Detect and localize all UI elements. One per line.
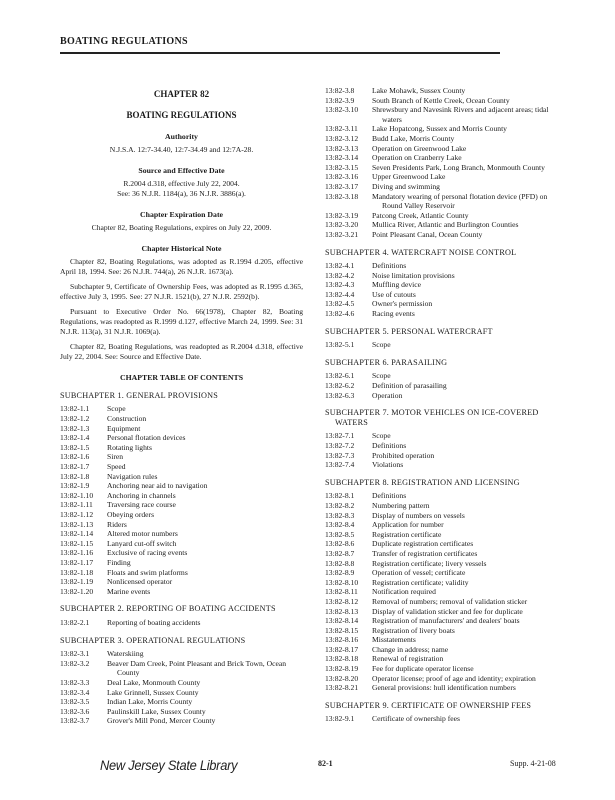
section-number: 13:82-8.18 [325, 654, 359, 664]
section-number: 13:82-1.1 [60, 404, 90, 414]
toc-entry [60, 649, 303, 659]
section-title: Racing events [372, 309, 415, 319]
toc-entry [325, 211, 565, 221]
toc-entry [325, 645, 565, 655]
section-number: 13:82-1.6 [60, 452, 90, 462]
subchapter-4-heading: SUBCHAPTER 4. WATERCRAFT NOISE CONTROL [325, 247, 517, 257]
toc-entry [325, 597, 565, 607]
section-title: Altered motor numbers [107, 529, 178, 539]
toc-entry [60, 577, 303, 587]
header-rule [60, 52, 500, 54]
section-number: 13:82-1.5 [60, 442, 90, 452]
section-title: Registration of manufacturers' and dealers' boats [372, 616, 520, 626]
section-title: Anchoring in channels [107, 490, 176, 500]
toc-entry [325, 568, 565, 578]
toc-entry [325, 153, 565, 163]
toc-entry [60, 587, 303, 597]
section-title: Grover's Mill Pond, Mercer County [107, 716, 216, 726]
toc-entry [60, 481, 303, 491]
section-title: General provisions: hull identification numbers [372, 683, 516, 693]
toc-entry [325, 96, 565, 106]
section-title: Lanyard cut-off switch [107, 538, 177, 548]
toc-entry [325, 451, 565, 461]
section-title: Paulinskill Lake, Sussex County [107, 706, 206, 716]
toc-entry [325, 635, 565, 645]
section-number: 13:82-1.20 [60, 586, 94, 596]
section-number: 13:82-3.3 [60, 677, 90, 687]
section-number: 13:82-8.20 [325, 673, 359, 683]
section-title: Traversing race course [107, 500, 176, 510]
section-title: Shrewsbury and Navesink Rivers and adjacent areas; tidal waters [372, 105, 549, 124]
toc-entry [325, 683, 565, 693]
authority-heading: Authority [165, 132, 198, 142]
toc-entry [60, 472, 303, 482]
toc-entry [325, 371, 565, 381]
section-title: Registration of livery boats [372, 625, 455, 635]
toc-entry [325, 86, 565, 96]
history-paragraph-3: Pursuant to Executive Order No. 66(1978), Chapter 82, Boating Regulations, was readopted as R.1999 d.127, effective March 24, 1999. See: 31 N.J.R. 113(a), 31 N.J.R. 1069(a). [60, 307, 303, 336]
subchapter-3-heading: SUBCHAPTER 3. OPERATIONAL REGULATIONS [60, 635, 246, 645]
toc-entry [60, 618, 303, 628]
section-title: Floats and swim platforms [107, 567, 188, 577]
section-title: Reporting of boating accidents [107, 617, 201, 627]
section-title: Definitions [372, 441, 407, 450]
section-number: 13:82-8.7 [325, 548, 355, 558]
section-title: Marine events [107, 586, 151, 596]
toc-entry [325, 539, 565, 549]
section-title: Waterskiing [107, 649, 144, 659]
section-number: 13:82-3.14 [325, 153, 359, 163]
section-title: Notification required [372, 587, 436, 597]
section-title: Display of validation sticker and fee for duplicate [372, 606, 523, 616]
toc-entry [325, 441, 565, 451]
expiration-text: Chapter 82, Boating Regulations, expires on July 22, 2009. [91, 222, 272, 232]
section-title: Operation on Cranberry Lake [372, 153, 462, 163]
toc-entry [325, 431, 565, 441]
toc-entry [60, 707, 303, 717]
right-column [325, 86, 565, 724]
section-number: 13:82-1.15 [60, 538, 94, 548]
toc-entry [325, 559, 565, 569]
section-number: 13:82-1.13 [60, 519, 94, 529]
section-title: Diving and swimming [372, 181, 440, 191]
section-number: 13:82-8.8 [325, 558, 355, 568]
subchapter-6-list [325, 371, 565, 400]
section-number: 13:82-8.10 [325, 577, 359, 587]
section-number: 13:82-3.20 [325, 220, 359, 230]
toc-entry [325, 607, 565, 617]
section-number: 13:82-3.17 [325, 181, 359, 191]
section-number: 13:82-1.9 [60, 481, 90, 491]
section-title: Numbering pattern [372, 500, 430, 510]
section-number: 13:82-8.5 [325, 529, 355, 539]
section-number: 13:82-1.18 [60, 567, 94, 577]
section-number: 13:82-6.3 [325, 390, 355, 400]
authority-text: N.J.S.A. 12:7-34.40, 12:7-34.49 and 12:7A-28. [109, 144, 254, 154]
section-number: 13:82-6.2 [325, 381, 355, 391]
toc-entry [325, 491, 565, 501]
section-title: Lake Grinnell, Sussex County [107, 687, 199, 697]
toc-entry [60, 424, 303, 434]
section-number: 13:82-7.1 [325, 431, 355, 441]
toc-entry [60, 500, 303, 510]
section-number: 13:82-1.10 [60, 490, 94, 500]
section-number: 13:82-7.2 [325, 441, 355, 450]
section-title: Use of cutouts [372, 289, 416, 299]
toc-entry [325, 144, 565, 154]
subchapter-7-heading: SUBCHAPTER 7. MOTOR VEHICLES ON ICE-COVERED WATERS [325, 408, 539, 427]
toc-entry [325, 172, 565, 182]
section-number: 13:82-4.5 [325, 299, 355, 309]
chapter-title: BOATING REGULATIONS [126, 109, 237, 120]
section-number: 13:82-3.7 [60, 716, 90, 726]
toc-entry [325, 674, 565, 684]
toc-entry [60, 688, 303, 698]
section-title: Transfer of registration certificates [372, 548, 478, 558]
toc-entry [60, 462, 303, 472]
source-heading: Source and Effective Date [138, 166, 225, 176]
section-title: Scope [372, 371, 391, 381]
history-paragraph-1: Chapter 82, Boating Regulations, was adopted as R.1994 d.205, effective April 18, 1994. See: 26 N.J.R. 744(a), 26 N.J.R. 1673(a). [60, 256, 303, 276]
toc-entry [325, 664, 565, 674]
toc-entry [325, 520, 565, 530]
section-number: 13:82-2.1 [60, 617, 90, 627]
subchapter-8-heading: SUBCHAPTER 8. REGISTRATION AND LICENSING [325, 477, 520, 487]
section-number: 13:82-1.12 [60, 510, 94, 519]
toc-entry [325, 261, 565, 271]
section-title: Definition of parasailing [372, 381, 447, 391]
section-number: 13:82-8.1 [325, 491, 355, 501]
section-number: 13:82-4.1 [325, 261, 355, 271]
subchapter-2-list [60, 618, 303, 628]
toc-entry [325, 309, 565, 319]
toc-entry [60, 678, 303, 688]
toc-entry [325, 220, 565, 230]
section-title: Muffling device [372, 280, 421, 290]
subchapter-9-list [325, 714, 565, 724]
toc-entry [325, 616, 565, 626]
section-title: Registration certificate [372, 529, 442, 539]
section-title: Noise limitation provisions [372, 270, 455, 280]
section-title: Application for number [372, 520, 444, 530]
toc-entry [60, 520, 303, 530]
toc-entry [60, 433, 303, 443]
toc-entry [325, 105, 565, 124]
section-title: Scope [107, 404, 126, 414]
toc-entry [60, 568, 303, 578]
section-title: Rotating lights [107, 442, 152, 452]
toc-entry [325, 626, 565, 636]
section-title: Operation [372, 390, 403, 400]
running-head: BOATING REGULATIONS [60, 36, 188, 47]
toc-entry [325, 290, 565, 300]
toc-entry [325, 230, 565, 240]
page-number: 82-1 [318, 759, 333, 768]
section-title: Construction [107, 414, 147, 424]
section-number: 13:82-7.3 [325, 450, 355, 460]
toc-entry [325, 340, 565, 350]
section-title: Patcong Creek, Atlantic County [372, 210, 469, 220]
section-title: Nonlicensed operator [107, 577, 173, 587]
section-number: 13:82-1.19 [60, 577, 94, 587]
section-title: Obeying orders [107, 510, 155, 519]
section-number: 13:82-7.4 [325, 460, 355, 470]
toc-entry [325, 391, 565, 401]
section-title: Prohibited operation [372, 450, 435, 460]
subchapter-1-heading: SUBCHAPTER 1. GENERAL PROVISIONS [60, 390, 219, 400]
section-number: 13:82-3.1 [60, 649, 90, 659]
section-number: 13:82-4.6 [325, 309, 355, 319]
section-title: Definitions [372, 491, 407, 501]
section-title: Operation of vessel; certificate [372, 568, 466, 578]
section-number: 13:82-8.15 [325, 625, 359, 635]
section-number: 13:82-3.8 [325, 86, 355, 95]
section-title: Finding [107, 557, 131, 567]
section-title: Lake Hopatcong, Sussex and Morris County [372, 124, 507, 134]
toc-entry [325, 280, 565, 290]
section-number: 13:82-1.3 [60, 423, 90, 433]
section-title: Definitions [372, 261, 407, 271]
section-title: Personal flotation devices [107, 433, 186, 443]
section-number: 13:82-1.2 [60, 414, 90, 424]
toc-entry [60, 697, 303, 707]
section-title: Registration certificate; validity [372, 577, 469, 587]
section-title: Certificate of ownership fees [372, 714, 460, 724]
toc-entry [60, 491, 303, 501]
subchapter-3-continued-list [325, 86, 565, 240]
section-number: 13:82-3.15 [325, 162, 359, 172]
toc-entry [325, 654, 565, 664]
section-number: 13:82-5.1 [325, 340, 355, 350]
section-title: Riders [107, 519, 127, 529]
section-title: Speed [107, 462, 126, 472]
section-title: Anchoring near aid to navigation [107, 481, 208, 491]
toc-entry [60, 558, 303, 568]
section-number: 13:82-8.19 [325, 664, 359, 674]
section-number: 13:82-3.18 [325, 191, 359, 201]
section-title: Siren [107, 452, 124, 462]
section-number: 13:82-3.13 [325, 143, 359, 153]
toc-entry [325, 530, 565, 540]
section-number: 13:82-4.3 [325, 280, 355, 290]
section-number: 13:82-8.16 [325, 635, 359, 645]
section-title: Lake Mohawk, Sussex County [372, 86, 466, 95]
toc-entry [60, 443, 303, 453]
section-title: Registration certificate; livery vessels [372, 558, 487, 568]
toc-entry [325, 163, 565, 173]
toc-entry [60, 510, 303, 520]
section-title: Point Pleasant Canal, Ocean County [372, 229, 483, 239]
section-number: 13:82-6.1 [325, 371, 355, 381]
section-number: 13:82-1.4 [60, 433, 90, 443]
section-title: South Branch of Kettle Creek, Ocean County [372, 95, 510, 105]
section-number: 13:82-3.2 [60, 658, 90, 668]
section-number: 13:82-8.12 [325, 596, 359, 606]
section-number: 13:82-4.4 [325, 289, 355, 299]
section-title: Change in address; name [372, 644, 449, 654]
toc-entry [60, 659, 303, 678]
section-number: 13:82-3.10 [325, 105, 359, 115]
history-paragraph-2: Subchapter 9, Certificate of Ownership Fees, was adopted as R.1995 d.365, effective July 3, 1995. See: 27 N.J.R. 1521(b), 27 N.J.R. 2592(b). [60, 282, 303, 301]
section-number: 13:82-1.11 [60, 500, 93, 510]
section-number: 13:82-3.5 [60, 697, 90, 707]
section-title: Violations [372, 460, 404, 470]
section-number: 13:82-8.2 [325, 500, 355, 510]
subchapter-1-list [60, 404, 303, 596]
section-number: 13:82-4.2 [325, 270, 355, 280]
left-column [60, 86, 303, 726]
section-title: Owner's permission [372, 299, 433, 309]
section-number: 13:82-1.14 [60, 529, 94, 539]
history-heading: Chapter Historical Note [141, 244, 222, 254]
subchapter-9-heading: SUBCHAPTER 9. CERTIFICATE OF OWNERSHIP FEES [325, 700, 532, 710]
subchapter-2-heading: SUBCHAPTER 2. REPORTING OF BOATING ACCIDENTS [60, 604, 276, 614]
section-number: 13:82-3.21 [325, 229, 359, 239]
section-title: Budd Lake, Morris County [372, 133, 455, 143]
section-title: Renewal of registration [372, 654, 444, 664]
toc-entry [325, 381, 565, 391]
toc-entry [60, 529, 303, 539]
section-number: 13:82-1.8 [60, 471, 90, 481]
section-title: Operation on Greenwood Lake [372, 143, 467, 153]
section-number: 13:82-8.14 [325, 616, 359, 626]
section-title: Mandatory wearing of personal flotation device (PFD) on Round Valley Reservoir [372, 191, 548, 211]
section-number: 13:82-3.16 [325, 172, 359, 182]
toc-entry [325, 192, 565, 211]
section-number: 13:82-8.11 [325, 587, 358, 597]
subchapter-4-list [325, 261, 565, 319]
section-number: 13:82-1.17 [60, 557, 94, 567]
section-title: Beaver Dam Creek, Point Pleasant and Brick Town, Ocean County [107, 658, 286, 678]
section-title: Misstatements [372, 635, 416, 645]
toc-entry [325, 271, 565, 281]
section-number: 13:82-3.9 [325, 95, 355, 105]
chapter-number: CHAPTER 82 [153, 89, 210, 99]
section-number: 13:82-8.17 [325, 644, 359, 654]
subchapter-5-heading: SUBCHAPTER 5. PERSONAL WATERCRAFT [325, 326, 493, 336]
expiration-heading: Chapter Expiration Date [139, 210, 224, 220]
section-title: Seven Presidents Park, Long Branch, Monmouth County [372, 162, 545, 172]
section-number: 13:82-8.13 [325, 606, 359, 616]
toc-entry [60, 548, 303, 558]
subchapter-8-list [325, 491, 565, 692]
toc-entry [325, 124, 565, 134]
source-line-1: R.2004 d.318, effective July 22, 2004. [123, 178, 240, 188]
toc-entry [60, 414, 303, 424]
supplement-date: Supp. 4-21-08 [510, 759, 556, 768]
section-number: 13:82-1.16 [60, 548, 94, 558]
section-title: Operator license; proof of age and identity; expiration [372, 673, 536, 683]
subchapter-3-list [60, 649, 303, 726]
toc-entry [325, 134, 565, 144]
subchapter-7-list [325, 431, 565, 469]
section-title: Duplicate registration certificates [372, 539, 474, 549]
toc-entry [325, 587, 565, 597]
toc-entry [325, 182, 565, 192]
section-title: Fee for duplicate operator license [372, 664, 474, 674]
section-number: 13:82-1.7 [60, 462, 90, 472]
source-line-2: See: 36 N.J.R. 1184(a), 36 N.J.R. 3886(a). [117, 188, 246, 198]
section-title: Upper Greenwood Lake [372, 172, 446, 182]
section-title: Removal of numbers; removal of validation sticker [372, 596, 528, 606]
section-number: 13:82-8.21 [325, 683, 359, 693]
toc-entry [325, 511, 565, 521]
section-number: 13:82-3.12 [325, 133, 359, 143]
section-number: 13:82-9.1 [325, 714, 355, 724]
section-number: 13:82-8.4 [325, 520, 355, 530]
section-title: Navigation rules [107, 471, 158, 481]
toc-entry [325, 578, 565, 588]
toc-entry [325, 714, 565, 724]
history-paragraph-4: Chapter 82, Boating Regulations, was readopted as R.2004 d.318, effective July 22, 2004. See: Source and Effective Date. [60, 342, 303, 361]
toc-entry [60, 404, 303, 414]
section-number: 13:82-3.19 [325, 210, 359, 220]
section-title: Indian Lake, Morris County [107, 697, 193, 707]
section-title: Mullica River, Atlantic and Burlington Counties [372, 220, 519, 230]
toc-entry [60, 716, 303, 726]
subchapter-6-heading: SUBCHAPTER 6. PARASAILING [325, 357, 448, 367]
section-title: Scope [372, 431, 391, 441]
section-number: 13:82-3.6 [60, 706, 90, 716]
section-title: Deal Lake, Monmouth County [107, 677, 201, 687]
library-stamp: New Jersey State Library [100, 757, 238, 773]
section-number: 13:82-8.9 [325, 568, 355, 578]
section-title: Equipment [107, 423, 141, 433]
toc-entry [325, 460, 565, 470]
toc-heading: CHAPTER TABLE OF CONTENTS [119, 373, 244, 383]
section-title: Scope [372, 340, 391, 350]
section-title: Exclusive of racing events [107, 548, 188, 558]
section-number: 13:82-8.3 [325, 510, 355, 520]
toc-entry [325, 501, 565, 511]
section-number: 13:82-3.4 [60, 687, 90, 697]
toc-entry [60, 452, 303, 462]
toc-entry [60, 539, 303, 549]
toc-entry [325, 549, 565, 559]
section-number: 13:82-8.6 [325, 539, 355, 549]
section-title: Display of numbers on vessels [372, 510, 465, 520]
section-number: 13:82-3.11 [325, 124, 358, 134]
subchapter-5-list [325, 340, 565, 350]
toc-entry [325, 299, 565, 309]
